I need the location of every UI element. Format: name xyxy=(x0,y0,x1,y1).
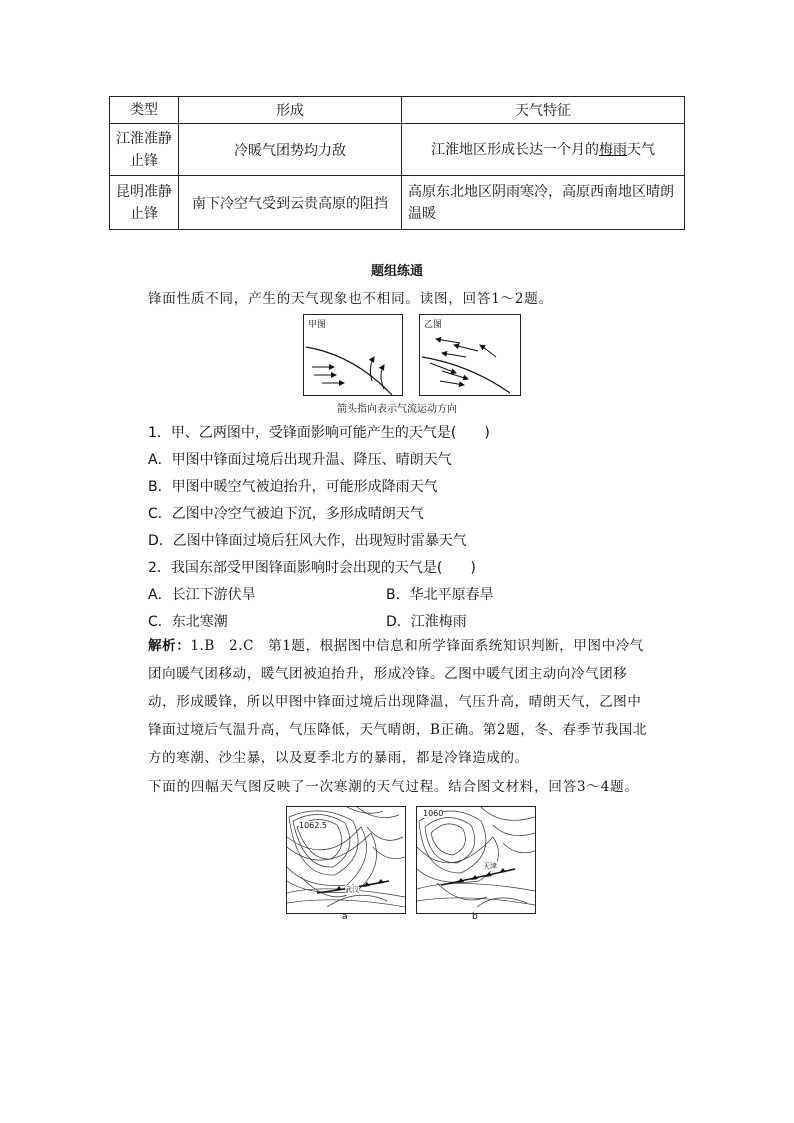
question-2-option-a: A．长江下游伏旱 xyxy=(148,587,256,603)
map-caption-b: b xyxy=(472,912,478,922)
figure-label: 乙图 xyxy=(424,320,443,330)
figure-label: 甲图 xyxy=(308,320,327,330)
cell-weather: 高原东北地区阴雨寒冷，高原西南地区晴朗温暖 xyxy=(402,176,685,230)
intro-text-2: 下面的四幅天气图反映了一次寒潮的天气过程。结合图文材料，回答3～4题。 xyxy=(148,779,639,795)
cell-formation: 南下冷空气受到云贵高原的阻挡 xyxy=(179,176,402,230)
question-1-option-c: C．乙图中冷空气被迫下沉，多形成晴朗天气 xyxy=(148,506,424,522)
pressure-label: 1060 xyxy=(423,809,444,818)
table-row xyxy=(110,176,685,230)
figure-caption: 箭头指向表示气流运动方向 xyxy=(337,404,457,415)
weather-map-a xyxy=(286,806,406,914)
city-label: 武汉 xyxy=(345,886,359,894)
question-1-option-d: D．乙图中锋面过境后狂风大作，出现短时雷暴天气 xyxy=(148,533,467,549)
weather-map-b xyxy=(416,806,536,914)
question-2-stem: 2．我国东部受甲图锋面影响时会出现的天气是( ) xyxy=(148,560,476,576)
city-label: 天津 xyxy=(483,862,497,870)
question-2-option-b: B．华北平原春旱 xyxy=(386,587,494,603)
figure-jia xyxy=(303,314,403,396)
cell-type: 江淮准静止锋 xyxy=(110,124,179,176)
cell-type: 昆明准静止锋 xyxy=(110,176,179,230)
table-header-row xyxy=(110,97,685,124)
answer-text: 1.B 2.C 第1题，根据图中信息和所学锋面系统知识判断，甲图中冷气团向暖气团移动，暖气团被迫抬升，形成冷锋。乙图中暖气团主动向冷气团移动，形成暖锋，所以甲图中锋面过境后出现降温，气压升高，晴朗天气，乙图中锋面过境后气温升高，气压降低，天气晴朗，B正确。第2题，冬、春季节我国北方的寒潮、沙尘暴，以及夏季北方的暴雨，都是冷锋造成的。 xyxy=(148,638,648,766)
section-title: 题组练通 xyxy=(370,264,423,279)
question-1-option-b: B．甲图中暖空气被迫抬升，可能形成降雨天气 xyxy=(148,479,438,495)
figure-yi xyxy=(419,314,521,396)
map-caption-a: a xyxy=(342,912,348,922)
table-row xyxy=(110,124,685,176)
cell-weather xyxy=(402,124,685,176)
isobar-map xyxy=(417,807,535,913)
pressure-label: 1062.5 xyxy=(299,821,327,830)
question-2-option-c: C．东北寒潮 xyxy=(148,614,228,630)
cell-formation: 冷暖气团势均力敌 xyxy=(179,124,402,176)
question-1-option-a: A．甲图中锋面过境后出现升温、降压、晴朗天气 xyxy=(148,452,452,468)
weather-underlined: 梅雨 xyxy=(599,141,627,158)
weather-text: 江淮地区形成长达一个月的 xyxy=(431,141,599,158)
intro-text: 锋面性质不同，产生的天气现象也不相同。读图，回答1～2题。 xyxy=(148,291,553,307)
answer-analysis xyxy=(148,632,648,772)
question-1-stem: 1．甲、乙两图中，受锋面影响可能产生的天气是( ) xyxy=(148,425,490,441)
header-formation: 形成 xyxy=(179,97,402,124)
header-weather: 天气特征 xyxy=(402,97,685,124)
front-type-table xyxy=(109,96,685,230)
question-2-option-d: D．江淮梅雨 xyxy=(386,614,467,630)
weather-text-end: 天气 xyxy=(627,141,655,158)
cold-front-diagram xyxy=(304,315,402,395)
warm-front-diagram xyxy=(420,315,520,395)
answer-label: 解析： xyxy=(148,638,191,654)
header-type: 类型 xyxy=(110,97,179,124)
